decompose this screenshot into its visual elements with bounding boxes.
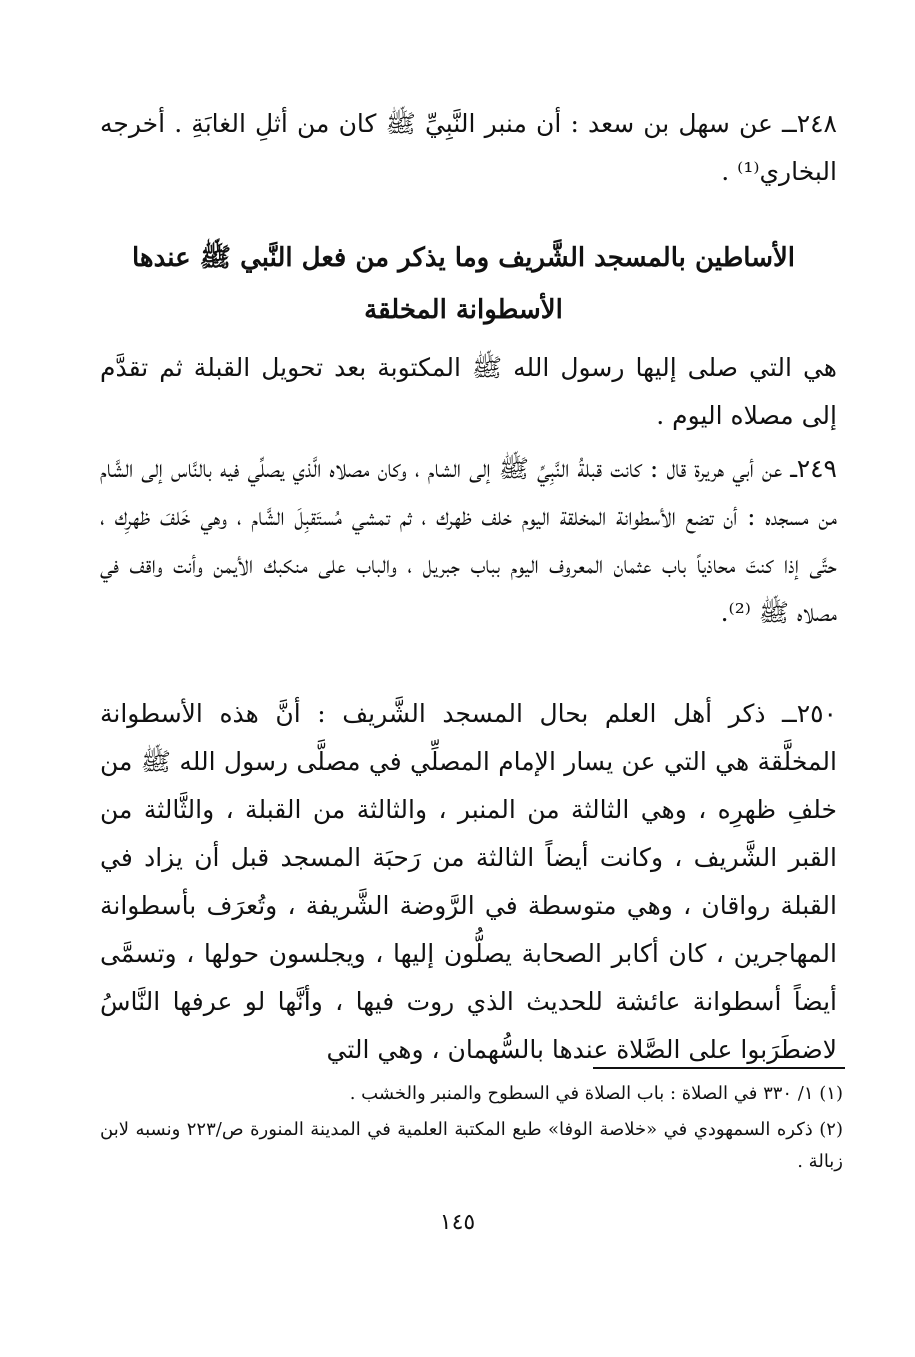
- paragraph-intro-text: هي التي صلى إليها رسول الله ﷺ المكتوبة بعد تحويل القبلة ثم تقدَّم إلى مصلاه اليوم .: [100, 353, 837, 430]
- paragraph-248-text: ٢٤٨ــ عن سهل بن سعد : أن منبر النَّبِيِّ ﷺ كان من أثلِ الغابَةِ . أخرجه البخاري⁽¹⁾ .: [100, 109, 837, 186]
- paragraph-250-text: ٢٥٠ــ ذكر أهل العلم بحال المسجد الشَّريف : أنَّ هذه الأسطوانة المخلَّقة هي التي عن يسار الإمام المصلِّي في مصلَّى رسول الله ﷺ من خلفِ ظهرِه ، وهي الثالثة من المنبر ، والثالثة من القبلة ، والثَّالثة من القبر الشَّريف ، وكانت أيضاً الثالثة من رَحبَة المسجد قبل أن يزاد في القبلة رواقان ، وهي متوسطة في الرَّوضة الشَّريفة ، وتُعرَف بأسطوانة المهاجرين ، كان أكابر الصحابة يصلُّون إليها ، ويجلسون حولها ، وتسمَّى أيضاً أسطوانة عائشة للحديث الذي روت فيها ، وأنَّها لو عرفها النَّاسُ لاضطَرَبوا على الصَّلاة عندها بالسُّهمان ، وهي التي: [100, 699, 837, 1064]
- section-heading: [90, 232, 837, 336]
- footnotes: [100, 1078, 843, 1182]
- paragraph-248: [100, 100, 837, 196]
- page-number: ١٤٥: [439, 1210, 476, 1235]
- paragraph-intro: [100, 344, 837, 440]
- section-heading-line-2: الأسطوانة المخلقة: [364, 295, 563, 325]
- footnote-2: (٢) ذكره السمهودي في «خلاصة الوفا» طبع المكتبة العلمية في المدينة المنورة ص/٢٢٣ ونسبه لابن زبالة .: [100, 1119, 843, 1172]
- paragraph-249: [100, 445, 837, 637]
- paragraph-250: [100, 690, 837, 1074]
- footnote-separator: [593, 1067, 845, 1069]
- footnote-1: (١) ١/ ٣٣٠ في الصلاة : باب الصلاة في السطوح والمنبر والخشب .: [349, 1083, 843, 1104]
- paragraph-249-text: ٢٤٩ــ عن أبي هريرة قال : كانت قبلةُ النَّبِيِّ ﷺ إلى الشام ، وكان مصلاه الَّذي يصلِّي فيه بالنَّاس إلى الشَّام من مسجده : أن تضع الأسطوانة المخلقة اليوم خلف ظهرك ، ثم تمشي مُستَقبِلَ الشَّام ، وهي خَلفَ ظهرِك ، حتَّى إذا كنتَ محاذياً باب عثمان المعروف اليوم بباب جبريل ، والباب على منكبك الأيمن وأنت واقف في مصلاه ﷺ ⁽²⁾.: [100, 454, 837, 627]
- section-heading-line-1: الأساطين بالمسجد الشَّريف وما يذكر من فعل النَّبي ﷺ عندها: [131, 243, 796, 273]
